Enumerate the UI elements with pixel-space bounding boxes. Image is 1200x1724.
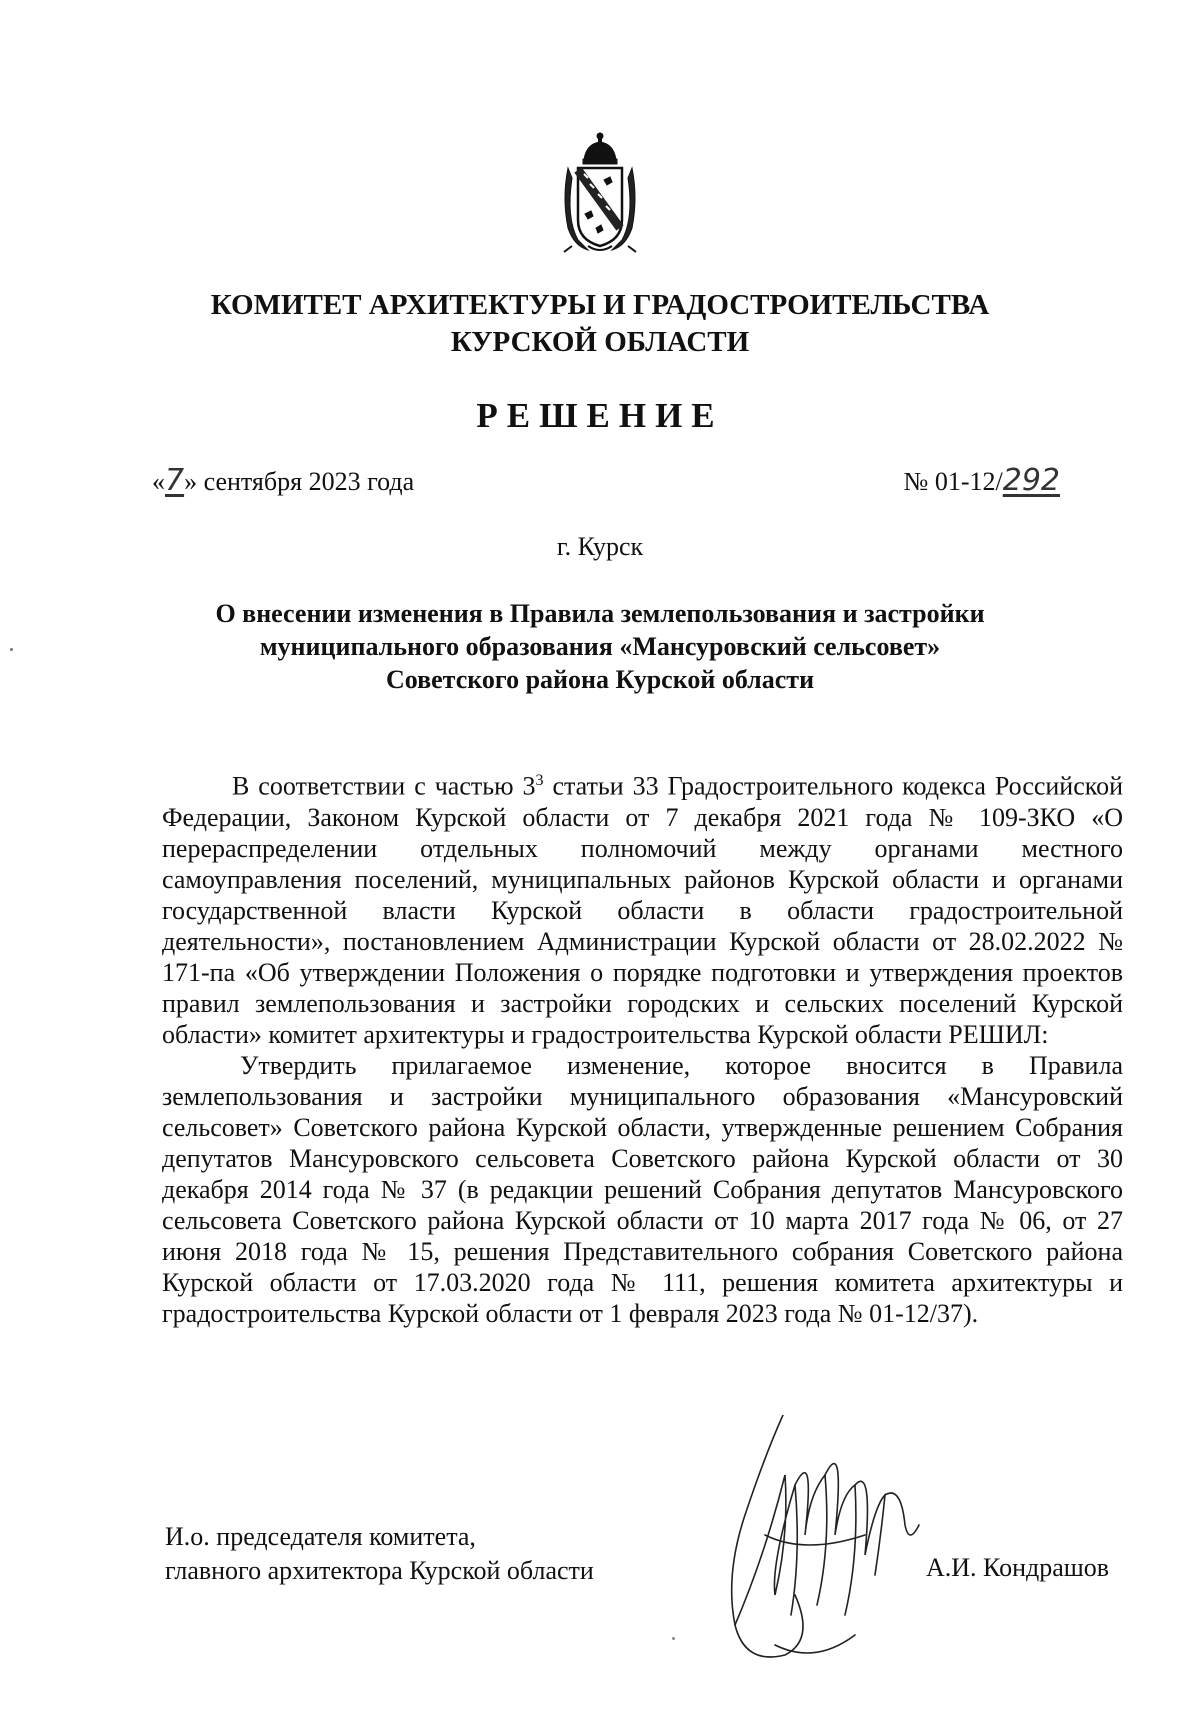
kursk-coat-of-arms-emblem (558, 128, 642, 256)
title-line3: Советского района Курской области (385, 665, 815, 694)
city: г. Курск (556, 532, 644, 561)
document-date (152, 463, 414, 498)
document-body (162, 765, 1123, 1329)
document-number (904, 463, 1060, 498)
scan-artifact-dot (10, 648, 13, 651)
position-line1: И.о. председателя комитета, (165, 1522, 476, 1551)
document-title (0, 597, 1200, 696)
document-type-heading: РЕШЕНИЕ (476, 396, 724, 435)
org-name-line2: КУРСКОЙ ОБЛАСТИ (450, 326, 750, 358)
paragraph-1-rest: статьи 33 Градостроительного кодекса Российской Федерации, Законом Курской области от 7 декабря 2021 года № 109-ЗКО «О перераспределении отдельных полномочий между органами местного самоуправления поселений, муниципальных районов Курской области и органами государственной власти Курской области в области градостроительной деятельности», постановлением Администрации Курской области от 28.02.2022 № 171-па «Об утверждении Положения о порядке подготовки и утверждения проектов правил землепользования и застройки городских и сельских поселений Курской области» комитет архитектуры и градостроительства Курской области РЕШИЛ: (162, 771, 1123, 1049)
number-prefix: № 01-12/ (903, 467, 1003, 496)
title-line1: О внесении изменения в Правила землепользования и застройки (215, 599, 985, 628)
org-name-line1: КОМИТЕТ АРХИТЕКТУРЫ И ГРАДОСТРОИТЕЛЬСТВА (210, 289, 990, 321)
scan-artifact-dot (672, 1637, 675, 1640)
title-line2: муниципального образования «Мансуровский сельсовет» (259, 632, 941, 661)
paragraph-1-start: В соответствии с частью 3 (232, 771, 536, 801)
handwritten-day: 7 (165, 463, 185, 498)
superscript: 3 (535, 772, 544, 789)
date-open-quote: « (152, 467, 165, 496)
position-line2: главного архитектора Курской области (165, 1556, 594, 1585)
organization-name (0, 287, 1200, 361)
signatory-position (165, 1520, 594, 1588)
date-month-year: » сентября 2023 года (184, 467, 415, 496)
body-paragraph-2: Утвердить прилагаемое изменение, которое вносится в Правила землепользования и застройки муниципального образования «Мансуровский сельсовет» Советского района Курской области, утвержденные решением Собрания депутатов Мансуровского сельсовета Советского района Курской области от 30 декабря 2014 года № 37 (в редакции решений Собрания депутатов Мансуровского сельсовета Советского района Курской области от 10 марта 2017 года № 06, от 27 июня 2018 года № 15, решения Представительного собрания Советского района Курской области от 17.03.2020 года № 111, решения комитета архитектуры и градостроительства Курской области от 1 февраля 2023 года № 01-12/37). (162, 1050, 1123, 1328)
handwritten-signature (705, 1415, 935, 1670)
body-paragraph-1 (162, 765, 1123, 1050)
signatory-name: А.И. Кондрашов (926, 1553, 1110, 1582)
handwritten-number: 292 (1002, 463, 1060, 498)
